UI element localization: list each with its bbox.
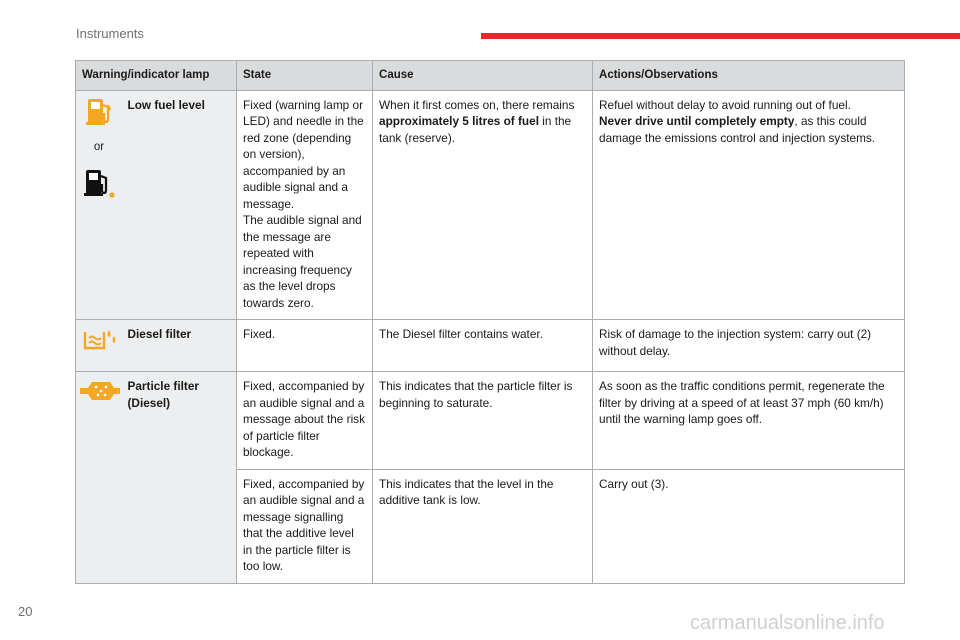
table-header-row: [76, 61, 905, 91]
page-number: 20: [18, 604, 33, 619]
cause-text: When it first comes on, there remains: [379, 97, 575, 112]
state-cell: Fixed (warning lamp or LED) and needle in the red zone (depending on version), accompanied by an audible signal and a message. The audible signal and the message are repeated with increasing frequency as the level drops towards zero.: [237, 90, 373, 320]
lamp-name: Low fuel level: [122, 90, 237, 320]
section-title: Instruments: [76, 26, 144, 41]
watermark: carmanualsonline.info: [690, 612, 885, 634]
column-header-actions: Actions/Observations: [593, 61, 905, 91]
cause-bold-text: approximately 5 litres of fuel: [379, 114, 539, 128]
state-cell: Fixed, accompanied by an audible signal and a message signalling that the additive level in the particle filter is too low.: [237, 469, 373, 583]
lamp-icon-cell: [76, 372, 122, 584]
cause-cell: This indicates that the level in the additive tank is low.: [373, 469, 593, 583]
action-cell: [593, 90, 905, 320]
column-header-cause: Cause: [373, 61, 593, 91]
fuel-pump-black-icon: [76, 162, 122, 206]
cause-cell: This indicates that the particle filter is beginning to saturate.: [373, 372, 593, 470]
state-cell: Fixed.: [237, 320, 373, 372]
table-row: [76, 90, 905, 320]
table-row: [76, 320, 905, 372]
accent-bar: [481, 33, 960, 39]
lamp-name: Particle filter (Diesel): [122, 372, 237, 584]
lamp-icon-cell: [76, 320, 122, 372]
action-cell: As soon as the traffic conditions permit, regenerate the filter by driving at a speed of at least 37 mph (60 km/h) until the warning lamp goes off.: [593, 372, 905, 470]
or-label: or: [93, 141, 105, 153]
warning-lamp-table: [75, 60, 905, 584]
fuel-pump-amber-icon: [76, 91, 122, 135]
lamp-name: Diesel filter: [122, 320, 237, 372]
action-text-end: , as this could damage the emissions control and injection systems.: [599, 114, 876, 145]
action-cell: Carry out (3).: [593, 469, 905, 583]
action-cell: Risk of damage to the injection system: carry out (2) without delay.: [593, 320, 905, 372]
column-header-state: State: [237, 61, 373, 91]
cause-cell: The Diesel filter contains water.: [373, 320, 593, 372]
action-text: Refuel without delay to avoid running out of fuel.: [599, 97, 851, 112]
table-row: [76, 372, 905, 470]
column-header-lamp: Warning/indicator lamp: [76, 61, 237, 91]
cause-cell: [373, 90, 593, 320]
action-bold-text: Never drive until completely empty: [599, 114, 795, 128]
lamp-icon-cell: [76, 90, 122, 320]
cause-text-end: in the tank (reserve).: [379, 114, 572, 145]
state-cell: Fixed, accompanied by an audible signal and a message about the risk of particle filter blockage.: [237, 372, 373, 470]
particle-filter-icon: [76, 372, 122, 412]
diesel-filter-water-icon: [76, 320, 122, 360]
